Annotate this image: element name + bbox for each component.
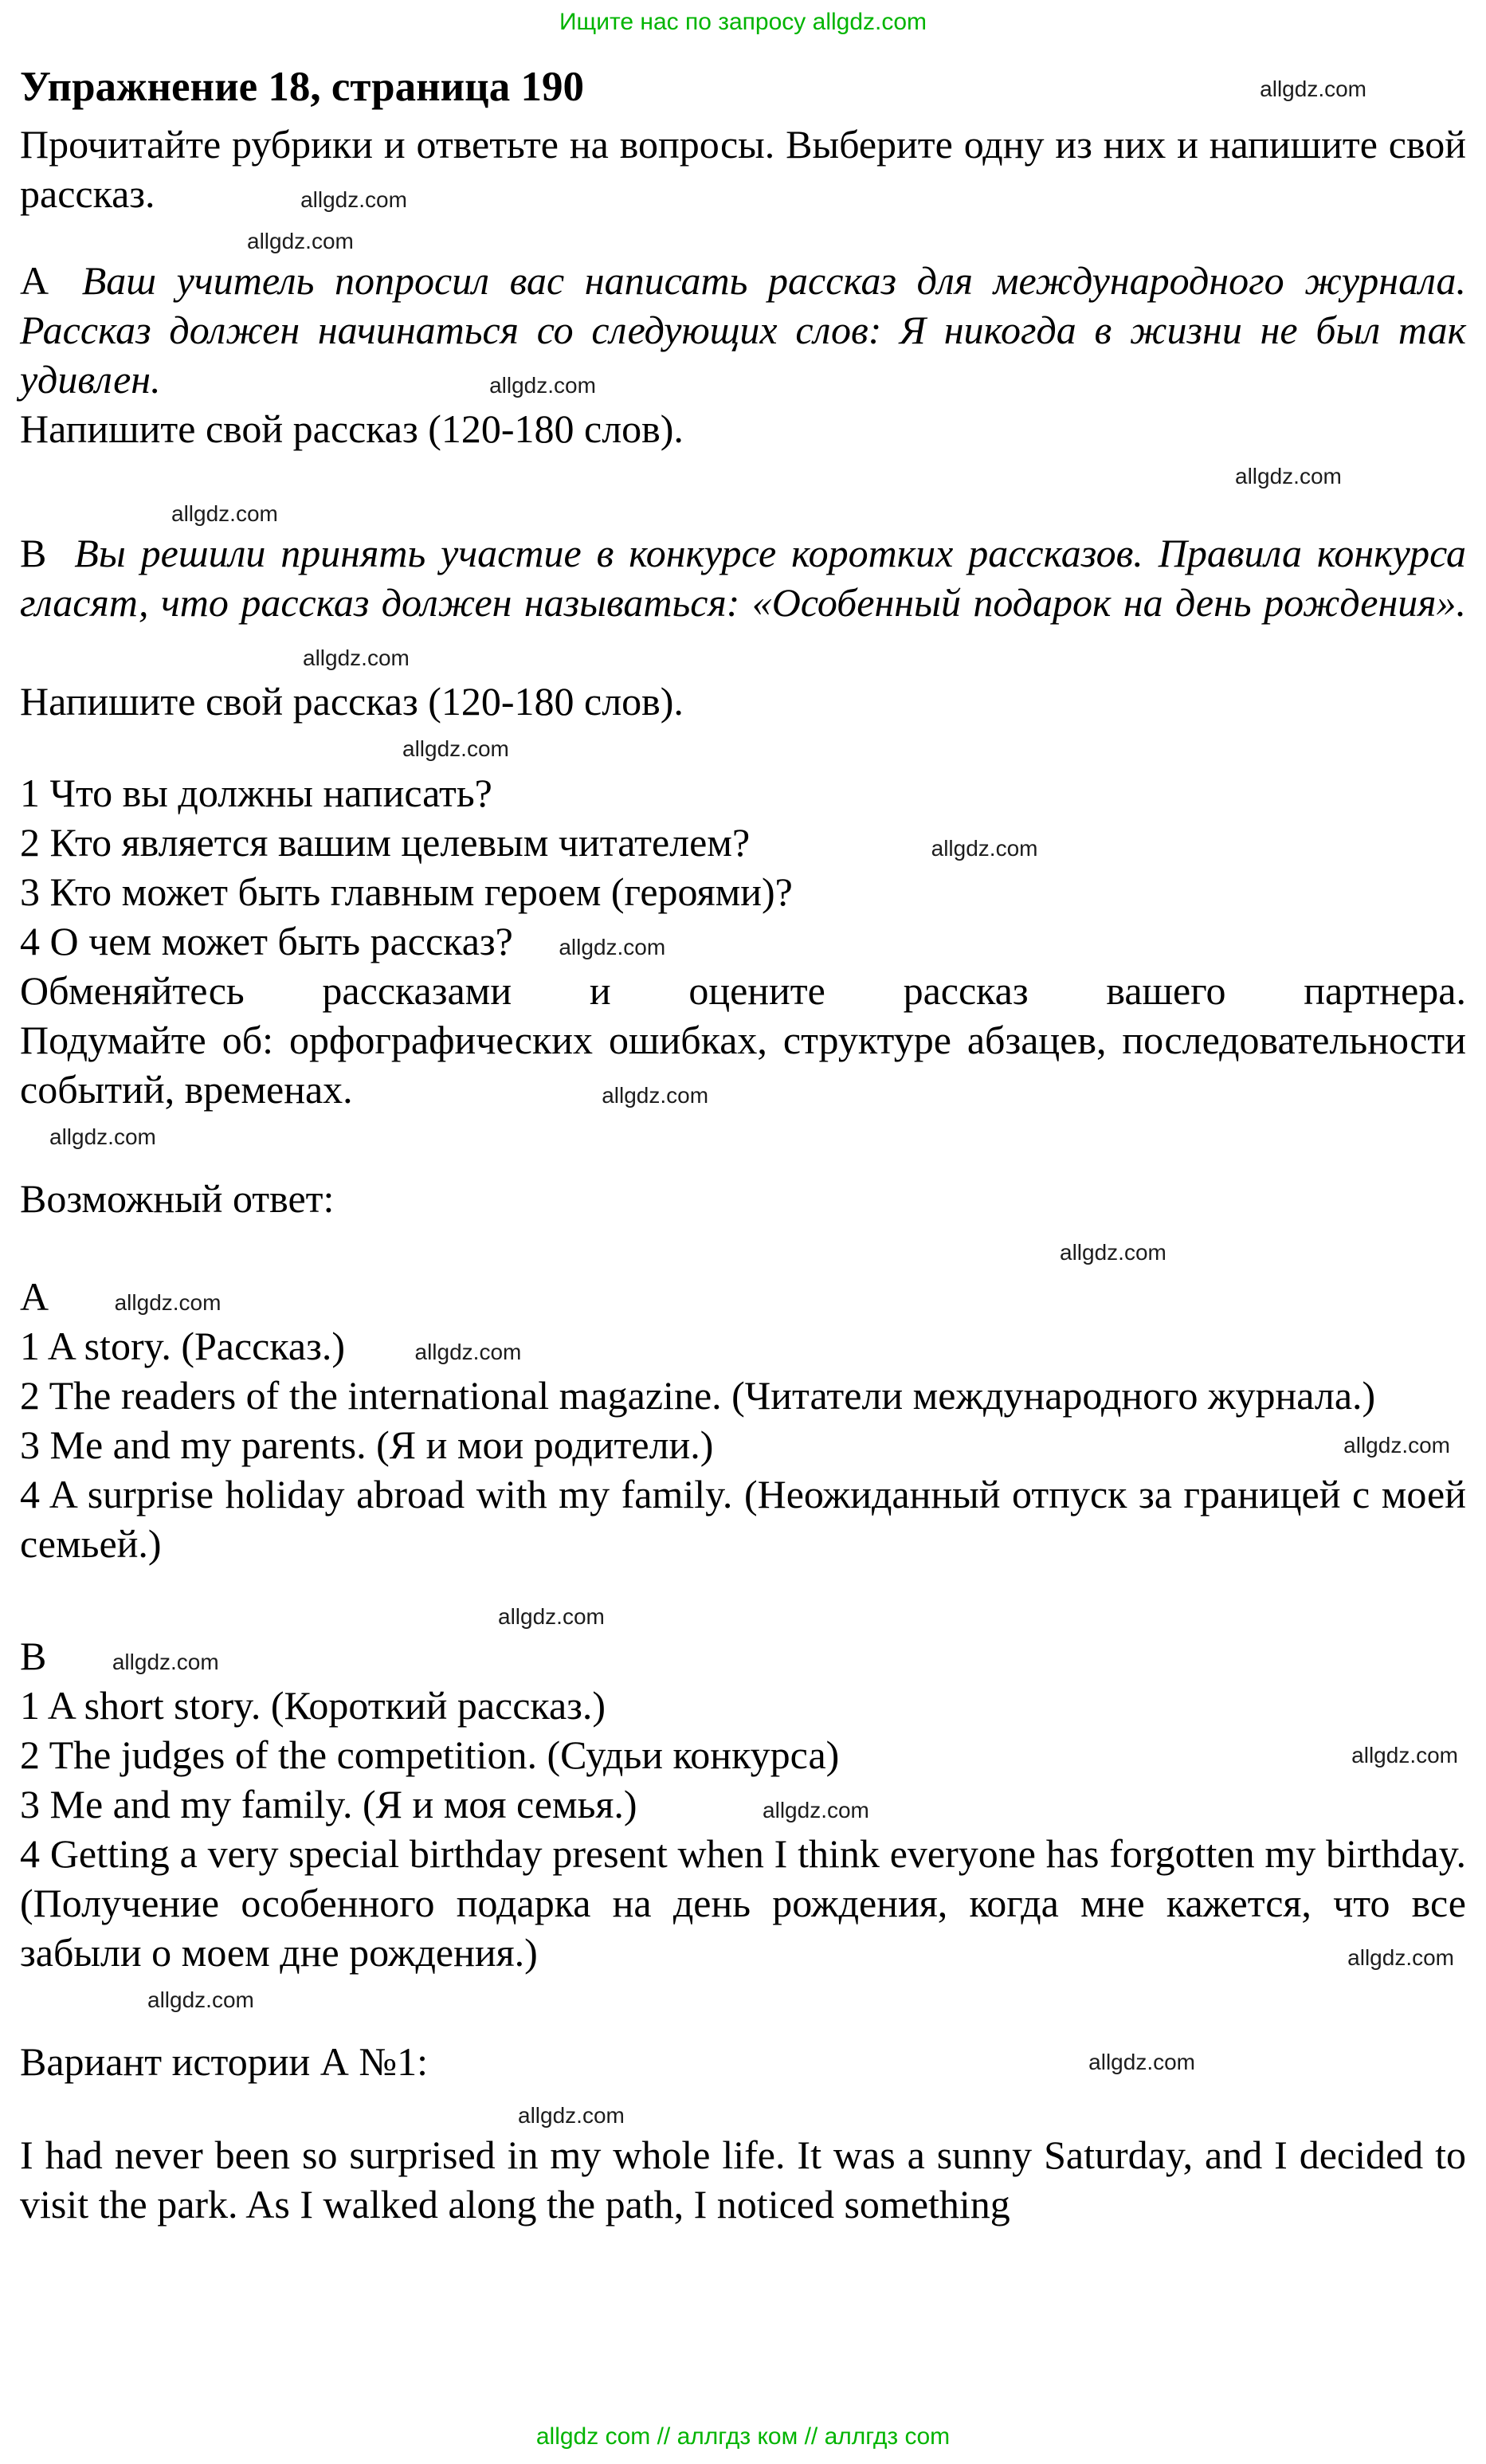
watermark: allgdz.com	[303, 645, 410, 670]
intro-text: Прочитайте рубрики и ответьте на вопросы. Выберите одну из них и напишите свой рассказ.	[20, 122, 1466, 216]
question-1-text: 1 Что вы должны написать?	[20, 771, 492, 815]
watermark: allgdz.com	[602, 1083, 709, 1108]
answer-a-1	[20, 1321, 1466, 1371]
answer-a-2	[20, 1371, 1466, 1420]
watermark: allgdz.com	[1343, 1433, 1450, 1458]
task-b-label: В	[20, 531, 47, 575]
watermark: allgdz.com	[931, 836, 1038, 861]
question-4	[20, 916, 1466, 966]
task-a-note	[20, 404, 1466, 453]
watermark: allgdz.com	[247, 229, 354, 253]
watermark: allgdz.com	[147, 1987, 254, 2012]
task-b-note-text: Напишите свой рассказ (120-180 слов).	[20, 679, 684, 724]
page-title-text: Упражнение 18, страница 190	[20, 64, 584, 110]
watermark: allgdz.com	[414, 1340, 522, 1364]
watermark-row	[20, 2094, 1466, 2129]
answer-a-4-text: 4 A surprise holiday abroad with my family. (Неожиданный отпуск за границей с моей семьей.)	[20, 1472, 1466, 1566]
answer-b-2-text: 2 The judges of the competition. (Судьи конкурса)	[20, 1732, 840, 1777]
story-paragraph	[20, 2130, 1466, 2229]
answer-b-1-text: 1 A short story. (Короткий рассказ.)	[20, 1683, 606, 1728]
watermark: allgdz.com	[763, 1798, 869, 1822]
section-a-label-row	[20, 1272, 1466, 1321]
task-b-text: Вы решили принять участие в конкурсе коротких рассказов. Правила конкурса гласят, что рассказ должен называться: «Особенный подарок на день рождения».	[20, 531, 1466, 625]
answer-a-2-text: 2 The readers of the international magazine. (Читатели международного журнала.)	[20, 1373, 1376, 1418]
answer-a-3-text: 3 Me and my parents. (Я и мои родители.)	[20, 1422, 714, 1467]
watermark: allgdz.com	[300, 187, 407, 212]
task-a-label: А	[20, 258, 49, 303]
story-variant-heading-text: Вариант истории А №1:	[20, 2039, 428, 2084]
watermark: allgdz.com	[1088, 2050, 1195, 2074]
watermark: allgdz.com	[1260, 77, 1366, 101]
watermark: allgdz.com	[49, 1124, 156, 1149]
task-a-paragraph	[20, 256, 1466, 404]
intro-paragraph	[20, 120, 1466, 218]
watermark: allgdz.com	[559, 935, 666, 959]
answer-a-4	[20, 1469, 1466, 1568]
answer-b-3	[20, 1779, 1466, 1829]
watermark: allgdz.com	[1351, 1743, 1458, 1768]
exchange-sentence-1: Обменяйтесь рассказами и оцените рассказ вашего партнера.	[20, 968, 1466, 1013]
answer-a-3	[20, 1420, 1466, 1469]
task-b-paragraph	[20, 528, 1466, 677]
watermark: allgdz.com	[1347, 1945, 1454, 1970]
watermark: allgdz.com	[114, 1290, 222, 1315]
answer-b-4-text: 4 Getting a very special birthday present when I think everyone has forgotten my birthday. (Получение особенного подарка на день рождения, когда мне кажется, что все забыли о моем дне рождения.)	[20, 1831, 1466, 1975]
watermark: allgdz.com	[518, 2103, 625, 2128]
watermark: allgdz.com	[171, 501, 278, 526]
watermark-row	[20, 455, 1466, 489]
question-3	[20, 867, 1466, 916]
question-4-text: 4 О чем может быть рассказ?	[20, 919, 513, 963]
watermark: allgdz.com	[1060, 1240, 1166, 1265]
question-3-text: 3 Кто может быть главным героем (героями)?	[20, 869, 793, 914]
question-1	[20, 768, 1466, 818]
answer-b-4	[20, 1829, 1466, 1977]
watermark: allgdz.com	[112, 1650, 219, 1674]
possible-answer-heading-text: Возможный ответ:	[20, 1176, 335, 1221]
answer-a-1-text: 1 A story. (Рассказ.)	[20, 1324, 346, 1368]
task-a-text: Ваш учитель попросил вас написать рассказ для международного журнала. Рассказ должен начинаться со следующих слов: Я никогда в жизни не был так удивлен.	[20, 258, 1466, 402]
task-a-note-text: Напишите свой рассказ (120-180 слов).	[20, 406, 684, 451]
watermark-row	[20, 1116, 1466, 1150]
watermark-row	[20, 1231, 1466, 1265]
watermark: allgdz.com	[1235, 464, 1342, 488]
story-text: I had never been so surprised in my whole life. It was a sunny Saturday, and I decided to visit the park. As I walked along the path, I noticed something	[20, 2132, 1466, 2227]
story-variant-heading	[20, 2037, 1466, 2086]
exchange-paragraph	[20, 966, 1466, 1114]
watermark-row	[20, 220, 1466, 254]
top-banner: Ищите нас по запросу allgdz.com	[559, 9, 927, 35]
question-2-text: 2 Кто является вашим целевым читателем?	[20, 820, 751, 865]
section-b-label-row	[20, 1631, 1466, 1681]
answer-b-2	[20, 1730, 1466, 1779]
section-b-label: B	[20, 1634, 47, 1678]
page-title	[20, 61, 1466, 113]
task-b-note	[20, 677, 1466, 726]
answer-b-1	[20, 1681, 1466, 1730]
watermark: allgdz.com	[489, 373, 596, 398]
watermark-row	[20, 1979, 1466, 2013]
watermark-row	[20, 1595, 1466, 1630]
exchange-sentence-2: Подумайте об: орфографических ошибках, структуре абзацев, последовательности событий, временах.	[20, 1018, 1466, 1112]
watermark: allgdz.com	[402, 736, 509, 761]
watermark: allgdz.com	[498, 1604, 605, 1629]
answer-b-3-text: 3 Me and my family. (Я и моя семья.)	[20, 1782, 637, 1826]
watermark-row	[20, 728, 1466, 762]
bottom-banner: allgdz com // аллгдз ком // аллгдз com	[535, 2423, 951, 2450]
question-2	[20, 818, 1466, 867]
watermark-row	[20, 492, 1466, 527]
possible-answer-heading	[20, 1174, 1466, 1223]
section-a-label: А	[20, 1274, 49, 1319]
